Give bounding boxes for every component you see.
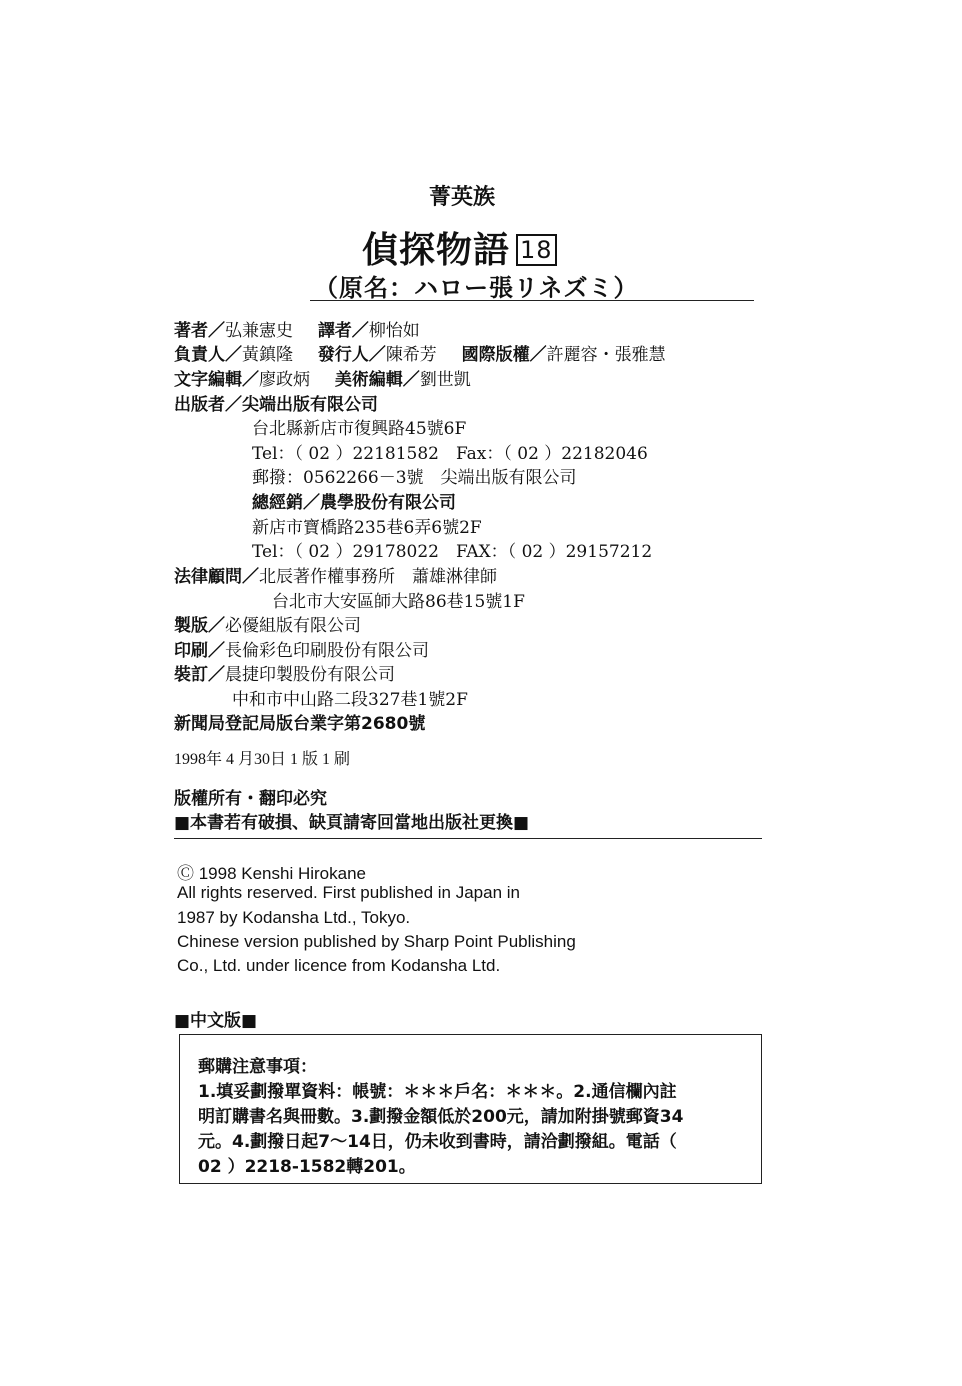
mail-order-line-3: 元。4.劃撥日起7～14日，仍未收到書時，請洽劃撥組。電話（: [198, 1132, 677, 1152]
issuer-label: 發行人／: [317, 345, 386, 365]
series-name: 菁英族: [428, 185, 495, 210]
art-editor-name: 劉世凱: [419, 370, 471, 390]
title-divider: [310, 300, 754, 301]
original-title: （原名：ハロー張リネズミ）: [314, 274, 639, 302]
binding-value: 晨捷印製股份有限公司: [225, 665, 395, 685]
publisher-tel-fax: Tel：（ 02 ）22181582 Fax：（ 02 ）22182046: [252, 444, 648, 464]
mail-order-line-1: 1.填妥劃撥單資料：帳號：＊＊＊戶名：＊＊＊。2.通信欄內註: [198, 1082, 677, 1102]
issuer-name: 陳希芳: [385, 345, 437, 365]
english-line-4: Chinese version published by Sharp Point Publishing: [177, 932, 576, 951]
legal-value: 北辰著作權事務所 蕭雄淋律師: [259, 567, 497, 587]
english-line-2: All rights reserved. First published in Japan in: [177, 883, 520, 902]
text-editor-name: 廖政炳: [259, 370, 310, 390]
plate-value: 必優組版有限公司: [225, 616, 361, 636]
distributor-label: 總經銷／農學股份有限公司: [252, 493, 456, 513]
replace-notice: ■本書若有破損、缺頁請寄回當地出版社更換■: [174, 813, 530, 833]
author-name: 弘兼憲史: [225, 321, 293, 341]
edition-date: 1998年 4 月30日 1 版 1 刷: [174, 751, 351, 768]
english-line-3: 1987 by Kodansha Ltd., Tokyo.: [177, 908, 411, 927]
publisher-address: 台北縣新店市復興路45號6F: [252, 419, 467, 439]
mail-order-line-4: 02 ）2218-1582轉201。: [198, 1157, 416, 1177]
print-line: [174, 636, 429, 661]
plate-line: [174, 611, 361, 636]
credit-line-1: [174, 316, 420, 341]
english-line-5: Co., Ltd. under licence from Kodansha Ltd.: [177, 956, 501, 975]
copyright-line: Ⓒ 1998 Kenshi Hirokane: [177, 864, 367, 883]
binding-label: 裝訂／: [174, 665, 225, 685]
distributor-tel-fax: Tel：（ 02 ）29178022 FAX：（ 02 ）29157212: [252, 542, 653, 562]
intl-rights-names: 許麗容・張雅慧: [546, 345, 666, 365]
credit-line-2: [174, 340, 666, 365]
print-value: 長倫彩色印刷股份有限公司: [225, 641, 429, 661]
publisher-postal: 郵撥：0562266－3號 尖端出版有限公司: [252, 468, 577, 488]
plate-label: 製版／: [174, 616, 225, 636]
translator-name: 柳怡如: [368, 321, 420, 341]
volume-number: 18: [516, 234, 557, 266]
credit-line-3: [174, 365, 471, 390]
binding-address: 中和市中山路二段327巷1號2F: [232, 690, 468, 710]
intl-rights-label: 國際版權／: [461, 345, 547, 365]
art-editor-label: 美術編輯／: [334, 370, 420, 390]
title-text: 偵探物語: [362, 230, 511, 271]
mail-order-heading: 郵購注意事項：: [198, 1057, 317, 1077]
mail-order-line-2: 明訂購書名與冊數。3.劃撥金額低於200元，請加附掛號郵資34: [198, 1107, 684, 1127]
section-divider: [174, 838, 762, 839]
distributor-address: 新店市寶橋路235巷6弄6號2F: [252, 518, 482, 538]
registration-number: 新聞局登記局版台業字第2680號: [174, 714, 426, 734]
chinese-edition: ■中文版■: [174, 1011, 258, 1031]
responsible-label: 負責人／: [174, 345, 242, 365]
book-title: [362, 222, 557, 273]
responsible-name: 黃鎮隆: [242, 345, 293, 365]
legal-label: 法律顧問／: [174, 567, 259, 587]
publisher-label: 出版者／尖端出版有限公司: [174, 395, 378, 415]
translator-label: 譯者／: [317, 321, 369, 341]
binding-line: [174, 660, 395, 685]
print-label: 印刷／: [174, 641, 225, 661]
author-label: 著者／: [174, 321, 225, 341]
legal-line: [174, 562, 497, 587]
rights-reserved: 版權所有・翻印必究: [174, 789, 327, 809]
legal-address: 台北市大安區師大路86巷15號1F: [272, 592, 525, 612]
text-editor-label: 文字編輯／: [174, 370, 259, 390]
